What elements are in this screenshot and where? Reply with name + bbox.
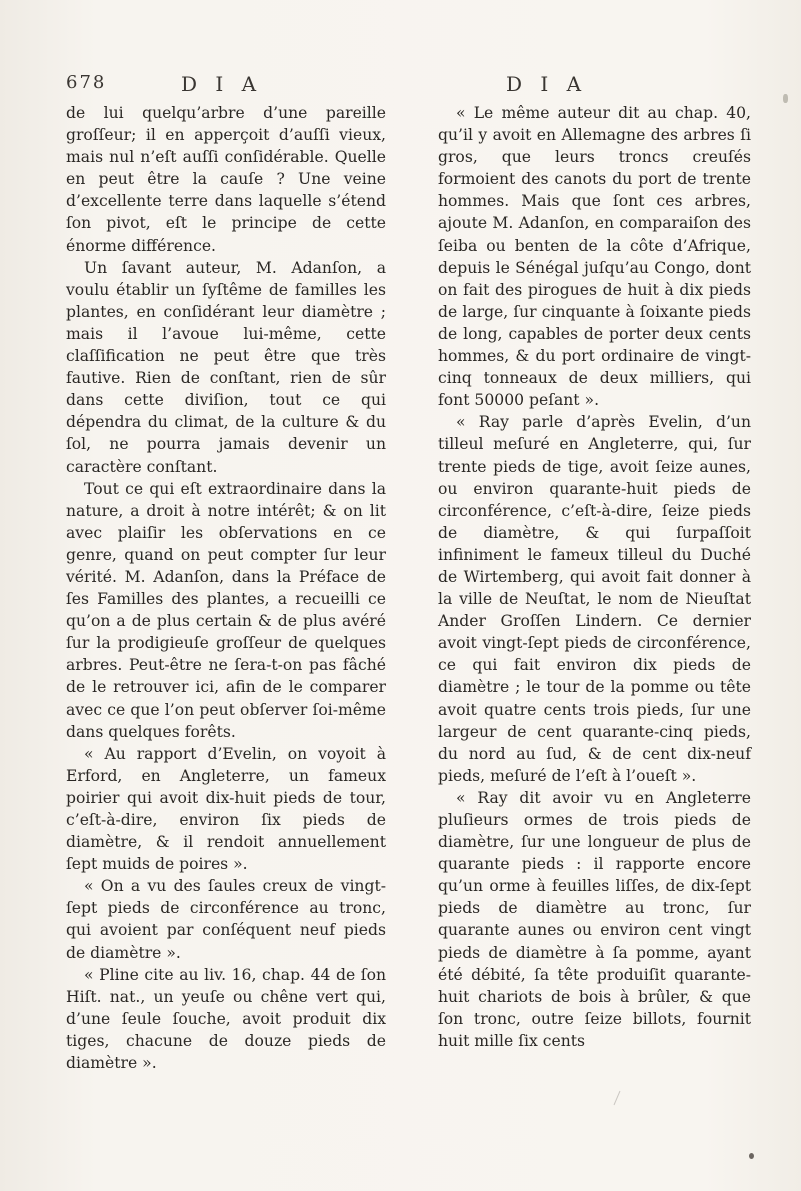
page-number: 678 [66,72,107,93]
right-paragraph-3: « Ray dit avoir vu en Angleterre pluſieurs ormes de trois pieds de diamètre, ſur une longueur de plus de quarante pieds : il rapporte encore qu’un orme à feuilles liſſes, de dix-ſept pieds de diamètre au tronc, ſur quarante aunes ou environ cent vingt pieds de diamètre à ſa pomme, ayant été débité, ſa tête produiſit quarante-huit chariots de bois à brûler, & que ſon tronc, outre ſeize billots, fournit huit mille ſix cents [438,788,751,1050]
left-paragraph-1: de lui quelqu’arbre d’une pareille groſſeur; il en apperçoit d’auſſi vieux, mais nul n’eſt auſſi conſidérable. Quelle en peut être la cauſe ? Une veine d’excellente terre dans laquelle s’étend ſon pivot, eſt le principe de cette énorme différence. [66,104,386,255]
right-text-column [438,102,751,1052]
left-paragraph-5: « On a vu des ſaules creux de vingt-ſept pieds de circonférence au tronc, qui avoient par conſéquent neuf pieds de diamètre ». [66,877,386,962]
left-page-header [66,72,386,102]
pencil-mark-icon [612,1090,622,1106]
right-running-head: D I A [506,72,588,96]
right-page-header [438,72,748,102]
left-paragraph-2: Un ſavant auteur, M. Adanſon, a voulu établir un ſyſtême de familles les plantes, en conſidérant leur diamètre ; mais il l’avoue lui-même, cette claſſification ne peut être que très fautive. Rien de conſtant, rien de sûr dans cette diviſion, tout ce qui dépendra du climat, de la culture & du ſol, ne pourra jamais devenir un caractère conſtant. [66,258,386,476]
left-paragraph-4: « Au rapport d’Evelin, on voyoit à Erford, en Angleterre, un fameux poirier qui avoit dix-huit pieds de tour, c’eſt-à-dire, environ ſix pieds de diamètre, & il rendoit annuellement ſept muids de poires ». [66,744,386,874]
left-paragraph-3: Tout ce qui eſt extraordinaire dans la nature, a droit à notre intérêt; & on lit avec plaiſir les obſervations en ce genre, quand on peut compter ſur leur vérité. M. Adanſon, dans la Préface de ſes Familles des plantes, a recueilli ce qu’on a de plus certain & de plus avéré ſur la prodigieuſe groſſeur de quelques arbres. Peut-être ne ſera-t-on pas fâché de le retrouver ici, afin de le comparer avec ce que l’on peut obſerver ſoi-même dans quelques forêts. [66,479,386,741]
left-running-head: D I A [181,72,263,96]
ink-dot [749,1153,754,1159]
left-paragraph-6: « Pline cite au liv. 16, chap. 44 de ſon Hiſt. nat., un yeuſe ou chêne vert qui, d’une ſeule ſouche, avoit produit dix tiges, chacune de douze pieds de diamètre ». [66,965,386,1073]
left-text-column [66,102,386,1074]
right-paragraph-1: « Le même auteur dit au chap. 40, qu’il y avoit en Allemagne des arbres ſi gros, que leurs troncs creuſés formoient des canots du port de trente hommes. Mais que ſont ces arbres, ajoute M. Adanſon, en comparaiſon des ſeiba ou benten de la côte d’Afrique, depuis le Sénégal juſqu’au Congo, dont on fait des pirogues de huit à dix pieds de large, ſur cinquante à ſoixante pieds de long, capables de porter deux cents hommes, & du port ordinaire de vingt-cinq tonneaux de deux milliers, qui font 50000 peſant ». [438,104,751,410]
right-paragraph-2: « Ray parle d’après Evelin, d’un tilleul meſuré en Angleterre, qui, ſur trente pieds de tige, avoit ſeize aunes, ou environ quarante-huit pieds de circonférence, c’eſt-à-dire, ſeize pieds de diamètre, & qui ſurpaſſoit infiniment le fameux tilleul du Duché de Wirtemberg, qui avoit fait donner à la ville de Neuſtat, le nom de Nieuſtat Ander Groſſen Lindern. Ce dernier avoit vingt-ſept pieds de circonférence, ce qui fait environ dix pieds de diamètre ; le tour de la pomme ou tête avoit quatre cents trois pieds, ſur une largeur de cent quarante-cinq pieds, du nord au ſud, & de cent dix-neuf pieds, meſuré de l’eſt à l’oueſt ». [438,413,751,785]
paper-speck [783,94,788,103]
